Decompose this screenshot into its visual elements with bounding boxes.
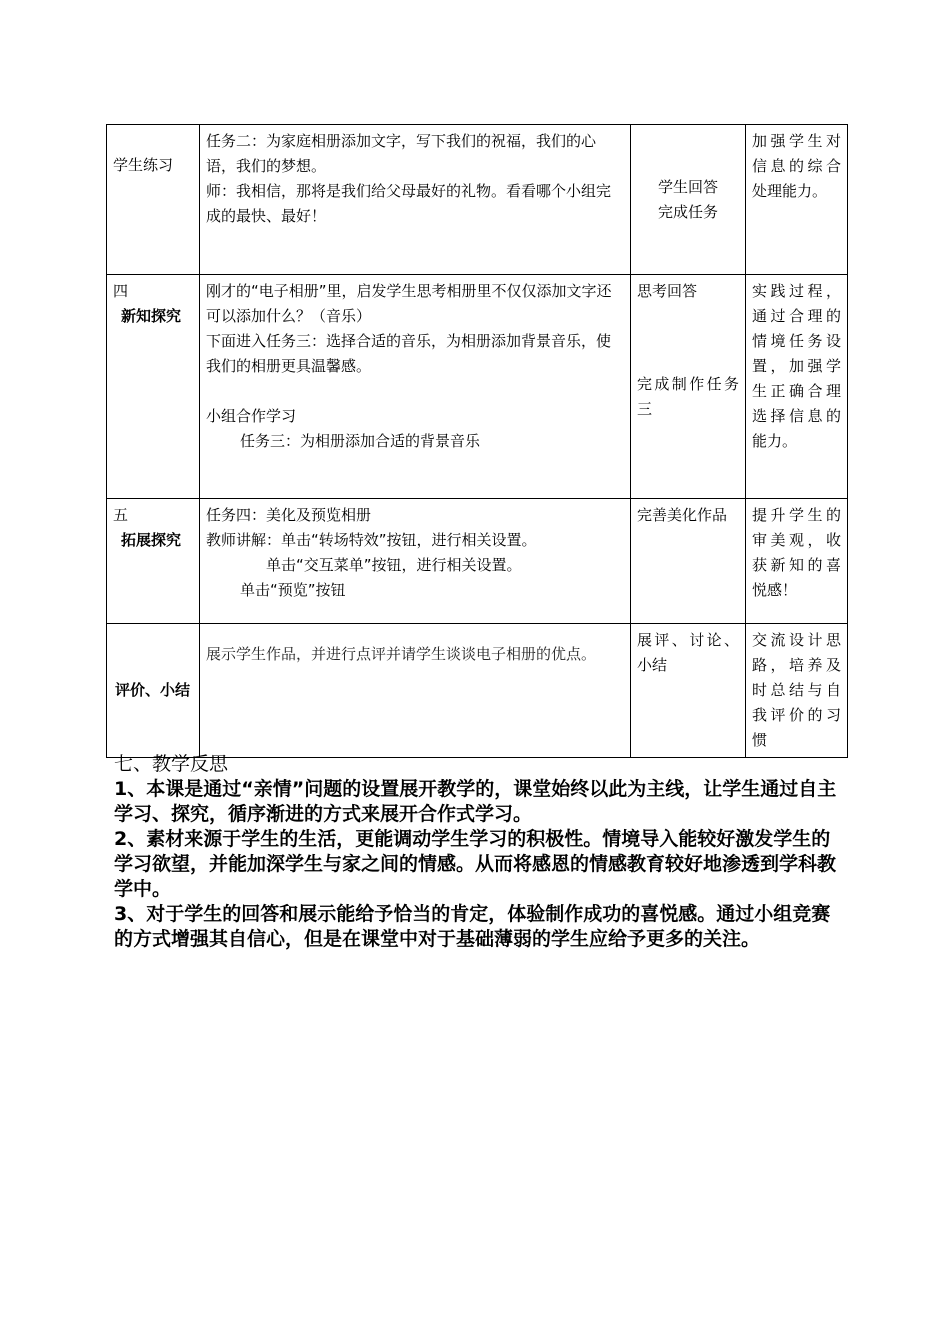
content-line: 下面进入任务三：选择合适的音乐，为相册添加背景音乐，使我们的相册更具温馨感。 <box>206 332 612 375</box>
stage-number: 四 <box>113 282 129 300</box>
stage-cell <box>107 125 200 275</box>
activity-cell <box>631 125 746 275</box>
content-cell <box>200 125 631 275</box>
activity-line: 完成任务 <box>657 203 718 221</box>
reflection-section <box>114 752 849 952</box>
table-row <box>107 624 848 758</box>
stage-label: 评价、小结 <box>115 681 191 699</box>
content-line: 单击“交互菜单”按钮，进行相关设置。 <box>266 556 522 574</box>
content-line: 小组合作学习 <box>206 407 297 425</box>
activity-line: 思考回答 <box>637 282 698 300</box>
stage-label: 学生练习 <box>113 156 174 174</box>
content-line: 刚才的“电子相册”里，启发学生思考相册里不仅仅添加文字还可以添加什么？（音乐） <box>206 282 612 325</box>
content-line: 任务四：美化及预览相册 <box>206 506 372 524</box>
stage-cell <box>107 499 200 624</box>
stage-label: 拓展探究 <box>121 531 182 549</box>
reflection-paragraph: 2、素材来源于学生的生活，更能调动学生学习的积极性。情境导入能较好激发学生的学习欲望，并能加深学生与家之间的情感。从而将感恩的情感教育较好地渗透到学科教学中。 <box>114 828 837 900</box>
intent-cell <box>746 125 848 275</box>
content-cell <box>200 275 631 499</box>
intent-text: 交流设计思路，培养及时总结与自我评价的习惯 <box>752 631 841 749</box>
stage-cell <box>107 275 200 499</box>
activity-cell <box>631 499 746 624</box>
activity-cell <box>631 275 746 499</box>
content-line: 展示学生作品，并进行点评并请学生谈谈电子相册的优点。 <box>206 645 597 663</box>
activity-line: 完成制作任务三 <box>637 375 739 418</box>
table-row <box>107 275 848 499</box>
content-line: 师：我相信，那将是我们给父母最好的礼物。看看哪个小组完成的最快、最好！ <box>206 182 612 225</box>
intent-cell <box>746 499 848 624</box>
intent-cell <box>746 275 848 499</box>
lesson-plan-table <box>106 124 848 758</box>
content-cell <box>200 624 631 758</box>
stage-label: 新知探究 <box>121 307 182 325</box>
activity-line: 完善美化作品 <box>637 506 728 524</box>
intent-text: 提升学生的审美观，收获新知的喜悦感！ <box>752 506 841 599</box>
activity-line: 展评、讨论、小结 <box>637 631 739 674</box>
table-row <box>107 125 848 275</box>
content-line: 任务二：为家庭相册添加文字，写下我们的祝福，我们的心语，我们的梦想。 <box>206 132 597 175</box>
content-line: 任务三：为相册添加合适的背景音乐 <box>240 432 481 450</box>
content-cell <box>200 499 631 624</box>
activity-line: 学生回答 <box>657 178 718 196</box>
table-row <box>107 499 848 624</box>
stage-number: 五 <box>113 506 129 524</box>
intent-text: 加强学生对信息的综合处理能力。 <box>752 132 841 200</box>
content-spacer <box>206 379 624 404</box>
reflection-paragraph: 1、本课是通过“亲情”问题的设置展开教学的，课堂始终以此为主线，让学生通过自主学习、探究，循序渐进的方式来展开合作式学习。 <box>114 778 837 825</box>
intent-text: 实践过程，通过合理的情境任务设置，加强学生正确合理选择信息的能力。 <box>752 282 841 450</box>
stage-cell <box>107 624 200 758</box>
intent-cell <box>746 624 848 758</box>
activity-cell <box>631 624 746 758</box>
content-line: 单击“预览”按钮 <box>240 581 346 599</box>
content-line: 教师讲解：单击“转场特效”按钮，进行相关设置。 <box>206 531 537 549</box>
reflection-paragraph: 3、对于学生的回答和展示能给予恰当的肯定，体验制作成功的喜悦感。通过小组竞赛的方式增强其自信心，但是在课堂中对于基础薄弱的学生应给予更多的关注。 <box>114 903 831 950</box>
section-heading: 七、教学反思 <box>114 753 229 775</box>
